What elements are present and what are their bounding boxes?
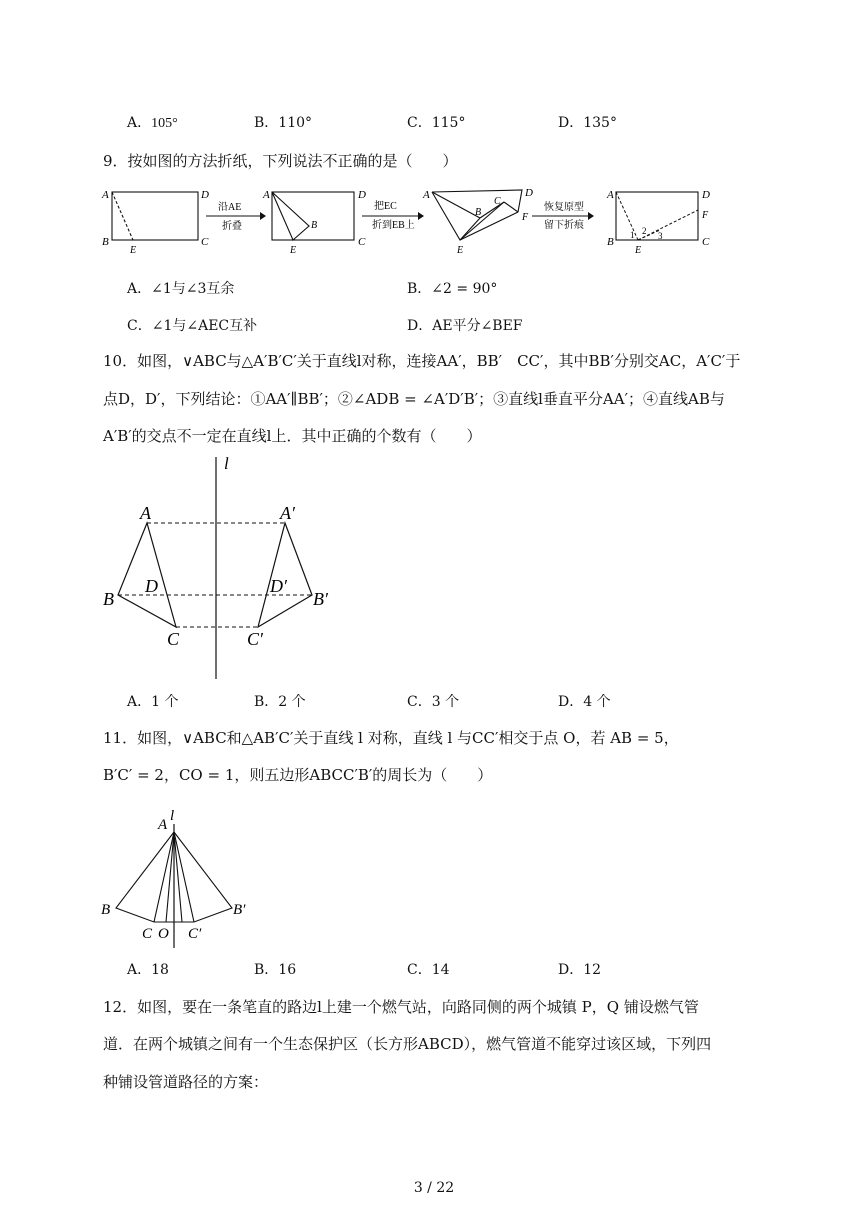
svg-text:C: C <box>702 236 710 248</box>
q11-line-2: B′C′ = 2，CO = 1，则五边形ABCC′B′的周长为（ ） <box>103 766 493 784</box>
svg-text:D: D <box>201 189 209 201</box>
svg-text:B: B <box>311 220 318 231</box>
svg-text:C′: C′ <box>247 629 263 649</box>
q12-line-2: 道．在两个城镇之间有一个生态保护区（长方形ABCD），燃气管道不能穿过该区域，下列四 <box>103 1035 712 1053</box>
svg-text:C: C <box>167 629 180 649</box>
q10-option-d: D．4 个 <box>558 694 611 710</box>
q10-line-3: A′B′的交点不一定在直线l上．其中正确的个数有（ ） <box>103 427 482 445</box>
q8-option-b: B．110° <box>254 115 313 131</box>
svg-text:l: l <box>224 454 229 473</box>
svg-text:A: A <box>158 817 168 833</box>
page-number: 3 / 22 <box>413 1180 455 1196</box>
q9-option-a: A．∠1与∠3互余 <box>127 281 235 297</box>
q9-folding-figure <box>100 182 720 258</box>
svg-text:A: A <box>102 189 109 201</box>
svg-text:E: E <box>290 245 297 256</box>
svg-text:F: F <box>522 212 529 223</box>
q10-option-b: B．2 个 <box>254 694 306 710</box>
q12-line-3: 种铺设管道路径的方案： <box>103 1073 269 1091</box>
svg-text:折叠: 折叠 <box>222 221 242 232</box>
svg-text:D: D <box>525 187 533 199</box>
svg-text:B: B <box>101 902 111 918</box>
q8-option-c: C．115° <box>407 115 466 131</box>
svg-text:E: E <box>457 245 464 256</box>
svg-text:C: C <box>358 236 366 248</box>
svg-text:沿AE: 沿AE <box>218 202 242 213</box>
svg-text:C: C <box>201 236 209 248</box>
svg-text:B: B <box>475 207 482 218</box>
svg-text:D: D <box>358 189 366 201</box>
svg-text:留下折痕: 留下折痕 <box>544 220 584 231</box>
q10-line-1: 10．如图，∨ABC与△A′B′C′关于直线l对称，连接AA′，BB′ CC′，其中BB′分别交AC，A′C′于 <box>103 352 741 370</box>
svg-text:B′: B′ <box>313 589 328 609</box>
q10-option-a: A．1 个 <box>127 694 179 710</box>
svg-text:O: O <box>158 926 169 942</box>
svg-text:A: A <box>423 189 430 201</box>
svg-text:l: l <box>170 808 175 824</box>
svg-text:D: D <box>145 576 158 596</box>
svg-text:A: A <box>263 189 270 201</box>
q11-option-d: D．12 <box>558 962 602 978</box>
svg-text:A: A <box>140 503 151 523</box>
q9-option-c: C．∠1与∠AEC互补 <box>127 318 258 334</box>
q10-line-2: 点D，D′，下列结论：①AA′∥BB′；②∠ADB = ∠A′D′B′；③直线l垂直平分AA′；④直线AB与 <box>103 390 725 408</box>
svg-text:A′: A′ <box>280 503 295 523</box>
q11-pentagon-figure <box>98 808 268 952</box>
svg-text:E: E <box>635 245 642 256</box>
svg-text:C: C <box>494 196 501 207</box>
q11-option-b: B．16 <box>254 962 297 978</box>
q11-option-c: C．14 <box>407 962 450 978</box>
svg-text:1: 1 <box>630 230 635 240</box>
svg-text:B: B <box>103 589 114 609</box>
svg-text:折到EB上: 折到EB上 <box>372 220 415 231</box>
svg-text:B: B <box>102 236 109 248</box>
svg-text:恢复原型: 恢复原型 <box>544 202 584 213</box>
svg-text:B′: B′ <box>233 902 246 918</box>
q8-option-d: D．135° <box>558 115 617 131</box>
q12-line-1: 12．如图，要在一条笔直的路边l上建一个燃气站，向路同侧的两个城镇 P，Q 铺设燃气管 <box>103 998 699 1016</box>
svg-text:E: E <box>130 245 137 256</box>
svg-text:C′: C′ <box>188 926 202 942</box>
svg-text:3: 3 <box>658 231 663 241</box>
svg-text:D′: D′ <box>270 576 287 596</box>
q9-stem: 9．按如图的方法折纸，下列说法不正确的是（ ） <box>103 152 458 170</box>
svg-text:把EC: 把EC <box>374 201 397 212</box>
svg-text:C: C <box>142 926 153 942</box>
q10-option-c: C．3 个 <box>407 694 460 710</box>
q9-option-d: D．AE平分∠BEF <box>407 318 523 334</box>
q8-option-a: A．105° <box>127 115 178 131</box>
svg-text:F: F <box>702 210 709 221</box>
q9-option-b: B．∠2 = 90° <box>407 281 498 297</box>
svg-text:A: A <box>607 189 614 201</box>
q10-symmetry-figure <box>100 455 360 685</box>
svg-text:B: B <box>607 236 614 248</box>
svg-text:2: 2 <box>642 226 647 236</box>
svg-text:D: D <box>702 189 710 201</box>
q11-line-1: 11．如图，∨ABC和△AB′C′关于直线 l 对称，直线 l 与CC′相交于点 O，若 AB = 5， <box>103 729 679 747</box>
q11-option-a: A．18 <box>127 962 169 978</box>
